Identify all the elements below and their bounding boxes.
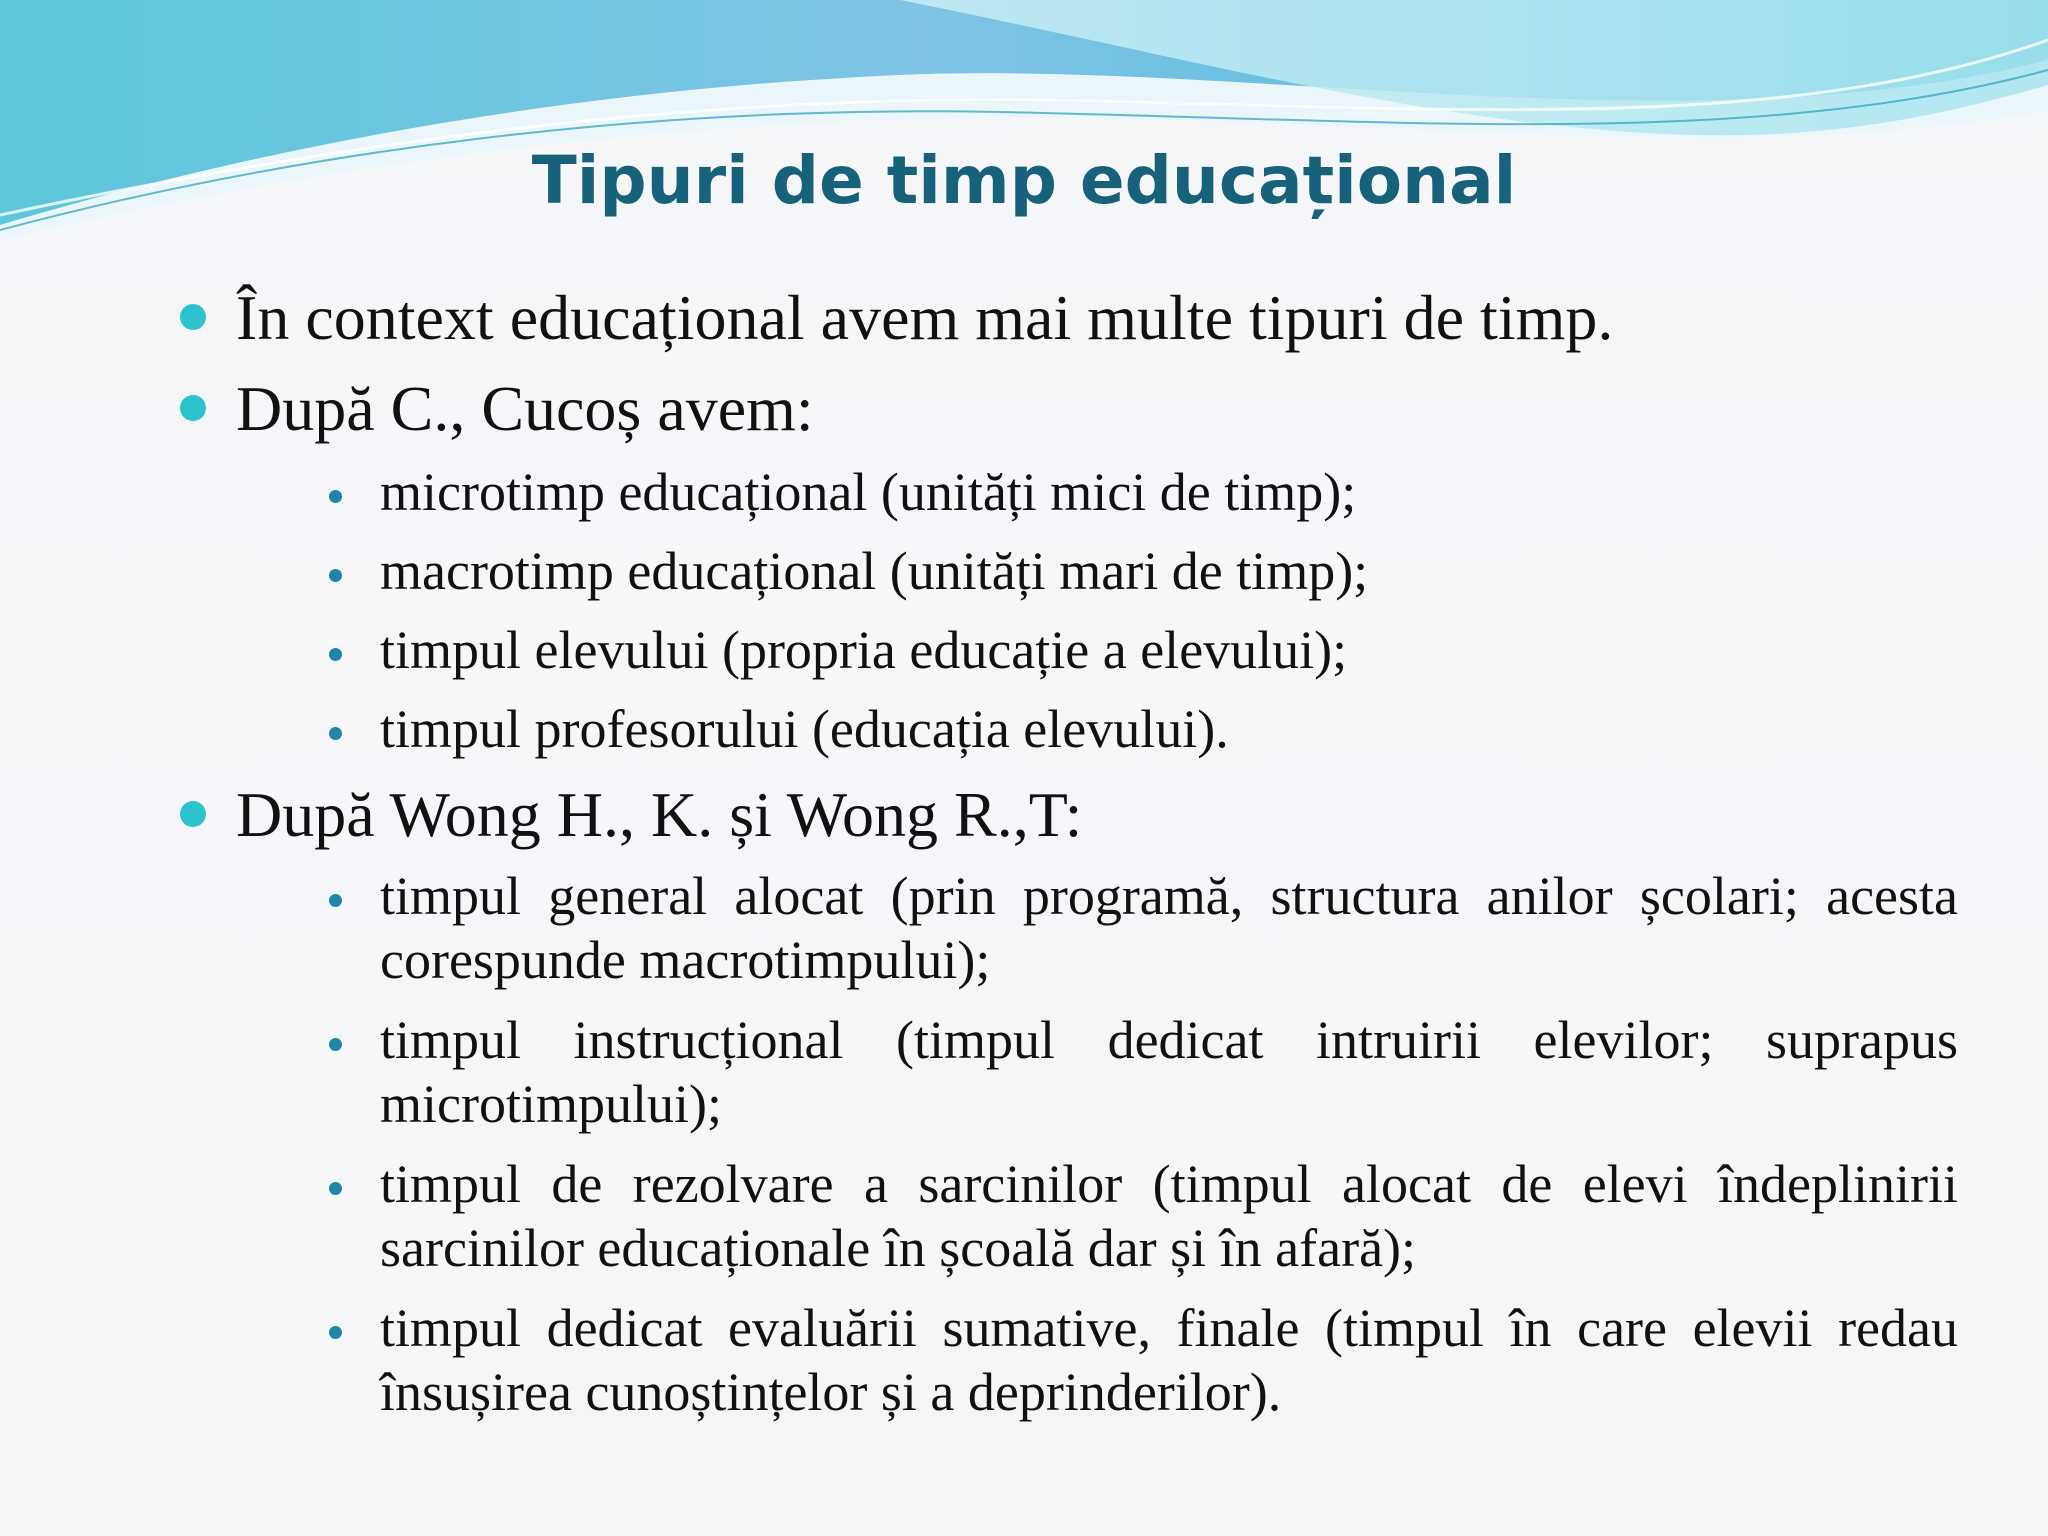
sub-bullet-dot-icon — [329, 569, 342, 582]
sub-bullet-item: timpul de rezolvare a sarcinilor (timpul alocat de elevi îndeplinirii sarcinilor educaționale în școală dar și în afară); — [380, 1154, 1958, 1278]
sub-bullet-item: microtimp educațional (unități mici de timp); — [380, 462, 1357, 522]
sub-bullet-dot-icon — [329, 648, 342, 661]
bullet-item-2: După C., Cucoș avem: — [236, 373, 814, 444]
sub-bullet-dot-icon — [329, 1182, 342, 1195]
sub-bullet-dot-icon — [329, 894, 342, 907]
bullet-item-1: În context educațional avem mai multe tipuri de timp. — [236, 282, 1614, 353]
sub-bullet-item: timpul elevului (propria educație a elevului); — [380, 620, 1348, 680]
sub-bullet-item: timpul instrucțional (timpul dedicat intruirii elevilor; suprapus microtimpului); — [380, 1010, 1958, 1134]
sub-bullet-item: timpul profesorului (educația elevului). — [380, 699, 1229, 759]
slide-title: Tipuri de timp educațional — [531, 142, 1517, 219]
sub-bullet-item: timpul dedicat evaluării sumative, finale (timpul în care elevii redau însușirea cunoștințelor și a deprinderilor). — [380, 1298, 1958, 1422]
bullet-dot-icon — [180, 304, 206, 330]
bullet-item-3: După Wong H., K. și Wong R.,T: — [236, 779, 1083, 850]
sub-bullet-dot-icon — [329, 727, 342, 740]
sub-bullet-dot-icon — [329, 1038, 342, 1051]
sub-bullet-dot-icon — [329, 1326, 342, 1339]
bullet-dot-icon — [180, 395, 206, 421]
sub-bullet-dot-icon — [329, 490, 342, 503]
sub-bullet-item: timpul general alocat (prin programă, structura anilor școlari; acesta corespunde macrotimpului); — [380, 866, 1958, 990]
sub-bullet-item: macrotimp educațional (unități mari de timp); — [380, 541, 1369, 601]
bullet-dot-icon — [180, 801, 206, 827]
